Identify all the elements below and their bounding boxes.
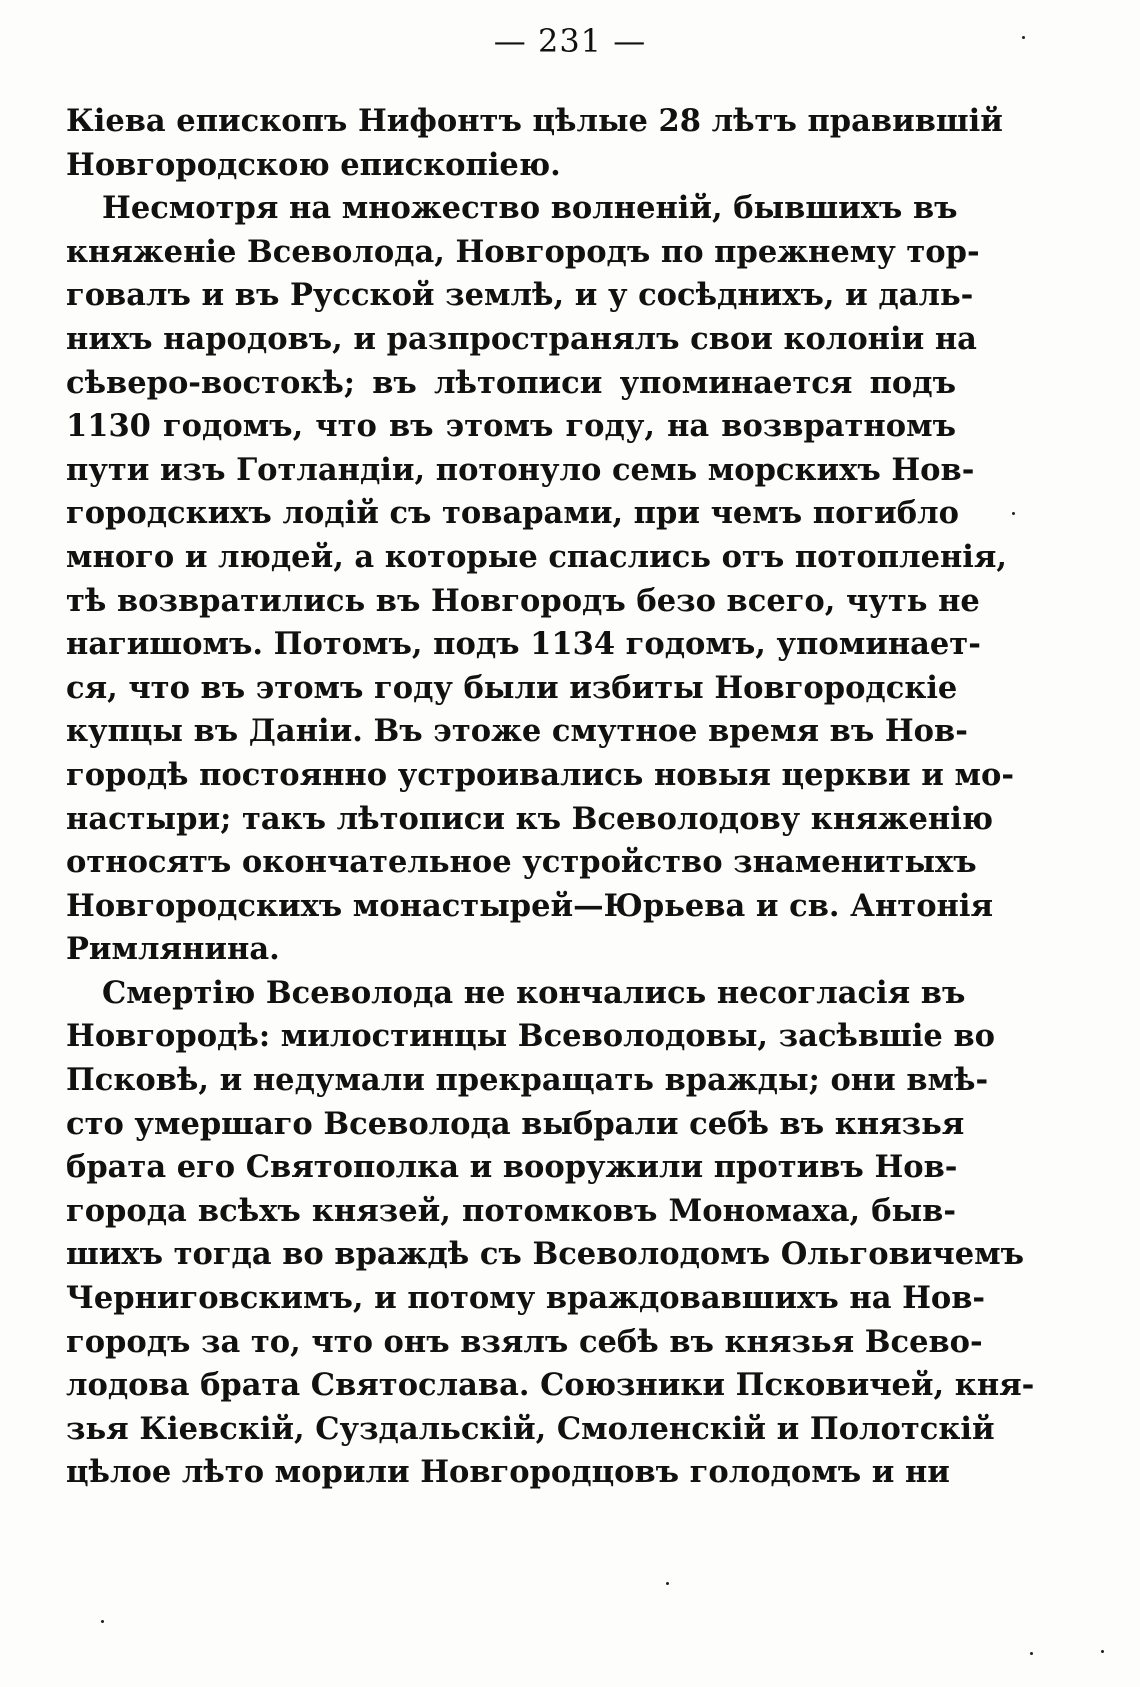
- scan-speck: [1022, 36, 1025, 39]
- text-line: княженіе Всеволода, Новгородъ по прежнему тор-: [66, 233, 980, 270]
- text-line: зья Кіевскій, Суздальскій, Смоленскій и Полотскій: [66, 1410, 995, 1447]
- paragraph-3: [66, 972, 1035, 1495]
- text-line: лодова брата Святослава. Союзники Псковичей, кня-: [66, 1367, 1035, 1404]
- text-line: нихъ народовъ, и разпространялъ свои колоніи на: [66, 320, 977, 357]
- text-line: говалъ и въ Русской землѣ, и у сосѣднихъ, и даль-: [66, 277, 974, 314]
- text-line: брата его Святополка и вооружили противъ Нов-: [66, 1149, 958, 1186]
- scan-speck: [666, 1582, 669, 1585]
- text-line: много и людей, а которые спаслись отъ потопленія,: [66, 538, 1008, 575]
- text-line: сѣверо-востокѣ; въ лѣтописи упоминается подъ: [66, 364, 956, 401]
- scan-speck: [1012, 512, 1015, 515]
- scan-speck: [1101, 1650, 1104, 1653]
- text-line: шихъ тогда во враждѣ съ Всеволодомъ Ольговичемъ: [66, 1236, 1025, 1273]
- paragraph-1: [66, 100, 1003, 187]
- text-line: Новгородѣ: милостинцы Всеволодовы, засѣвшіе во: [66, 1018, 995, 1055]
- page-number: — 231 —: [493, 22, 647, 60]
- text-line: Новгородскою епископіею.: [66, 146, 561, 183]
- scan-speck: [1030, 1652, 1033, 1655]
- text-line: Римлянина.: [66, 931, 280, 968]
- text-line: городъ за то, что онъ взялъ себѣ въ князья Всево-: [66, 1323, 983, 1360]
- text-line: Псковѣ, и недумали прекращать вражды; они вмѣ-: [66, 1062, 989, 1099]
- text-line: города всѣхъ князей, потомковъ Мономаха, быв-: [66, 1192, 956, 1229]
- text-line: Несмотря на множество волненій, бывшихъ въ: [102, 190, 958, 227]
- text-line: городскихъ лодій съ товарами, при чемъ погибло: [66, 495, 959, 532]
- paragraph-2: [66, 187, 1015, 972]
- body-text: [66, 100, 1035, 1495]
- text-line: цѣлое лѣто морили Новгородцовъ голодомъ и ни: [66, 1454, 950, 1491]
- text-line: настыри; такъ лѣтописи къ Всеволодову княженію: [66, 800, 994, 837]
- text-line: купцы въ Даніи. Въ этоже смутное время въ Нов-: [66, 713, 968, 750]
- text-line: Смертію Всеволода не кончались несогласія въ: [102, 974, 966, 1011]
- text-line: пути изъ Готландіи, потонуло семь морскихъ Нов-: [66, 451, 975, 488]
- scan-speck: [101, 1620, 104, 1623]
- text-line: 1130 годомъ, что въ этомъ году, на возвратномъ: [66, 408, 956, 445]
- text-line: тѣ возвратились въ Новгородъ безо всего, чуть не: [66, 582, 980, 619]
- text-line: ся, что въ этомъ году были избиты Новгородскіе: [66, 669, 958, 706]
- text-line: относятъ окончательное устройство знаменитыхъ: [66, 844, 977, 881]
- text-line: Новгородскихъ монастырей—Юрьева и св. Антонія: [66, 887, 993, 924]
- text-line: Кіева епископъ Нифонтъ цѣлые 28 лѣтъ правившій: [66, 103, 1003, 139]
- text-line: сто умершаго Всеволода выбрали себѣ въ князья: [66, 1105, 965, 1142]
- text-line: Черниговскимъ, и потому враждовавшихъ на Нов-: [66, 1280, 986, 1317]
- text-line: городѣ постоянно устроивались новыя церкви и мо-: [66, 756, 1015, 793]
- text-line: нагишомъ. Потомъ, подъ 1134 годомъ, упоминает-: [66, 626, 981, 663]
